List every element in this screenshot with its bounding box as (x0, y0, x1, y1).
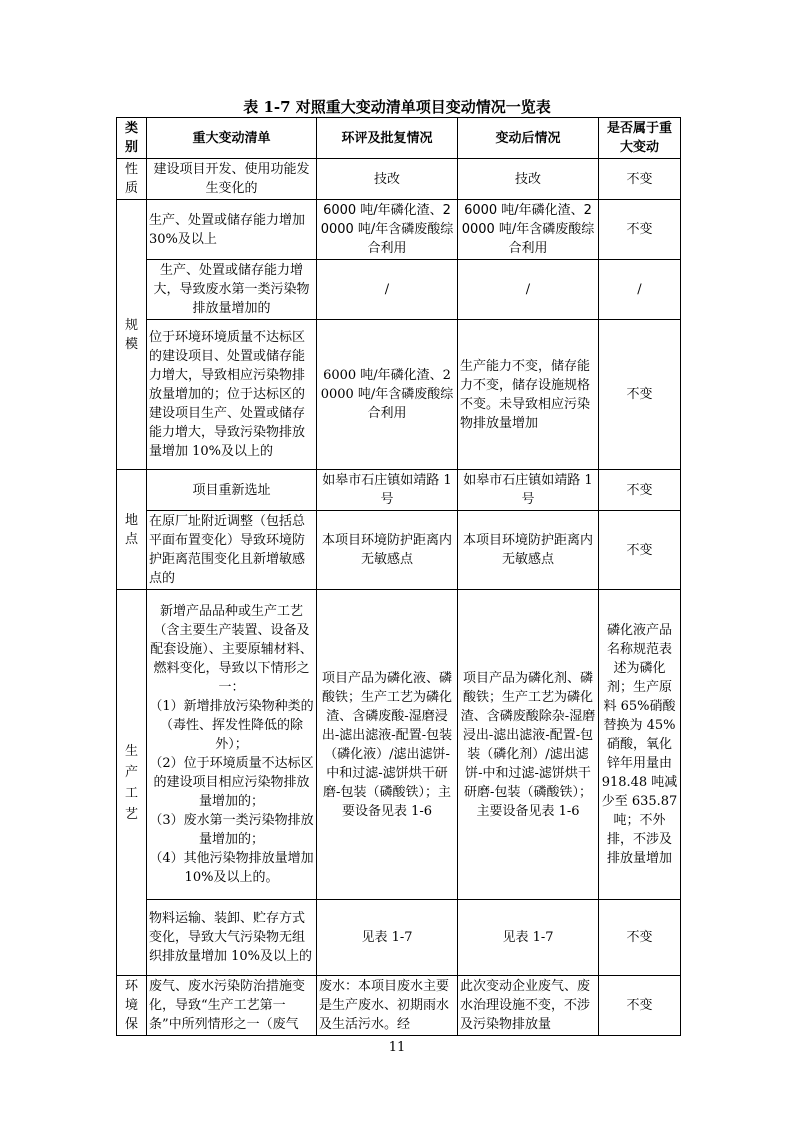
list-cell: 在原厂址附近调整（包括总平面布置变化）导致环境防护距离范围变化且新增敏感点的 (147, 511, 317, 590)
table-title: 表 1-7 对照重大变动清单项目变动情况一览表 (243, 98, 551, 116)
list-cell: 生产、处置或储存能力增加 30%及以上 (147, 200, 317, 260)
table-row (117, 511, 681, 590)
major-cell: / (599, 260, 681, 320)
list-intro: 新增产品品种或生产工艺（含主要生产装置、设备及配套设施）、主要原辅材料、燃料变化，导致以下情形之一： (150, 604, 313, 695)
eia-cell: 见表 1-7 (317, 900, 458, 976)
table-row (117, 590, 681, 900)
category-cell: 环境保 (117, 976, 147, 1036)
major-cell: 不变 (599, 159, 681, 200)
major-cell: 不变 (599, 976, 681, 1036)
change-comparison-table (116, 117, 681, 1036)
table-row (117, 470, 681, 511)
after-cell: 本项目环境防护距离内无敏感点 (458, 511, 599, 590)
major-cell: 磷化液产品名称规范表述为磷化剂；生产原料 65%硝酸替换为 45%硝酸，氧化锌年用量由 918.48 吨减少至 635.87 吨；不外排，不涉及排放量增加 (599, 590, 681, 900)
table-row (117, 976, 681, 1036)
table-row (117, 159, 681, 200)
major-cell: 不变 (599, 900, 681, 976)
page-number: 11 (388, 1040, 406, 1055)
list-cell (147, 590, 317, 900)
header-category: 类别 (117, 118, 147, 159)
list-item: （3）废水第一类污染物排放量增加的； (149, 813, 314, 847)
list-item: （2）位于环境质量不达标区的建设项目相应污染物排放量增加的； (149, 756, 314, 809)
category-cell: 地点 (117, 470, 147, 590)
header-list: 重大变动清单 (147, 118, 317, 159)
after-cell: 如皋市石庄镇如靖路 1 号 (458, 470, 599, 511)
list-cell: 生产、处置或储存能力增大，导致废水第一类污染物排放量增加的 (147, 260, 317, 320)
list-cell: 物料运输、装卸、贮存方式变化，导致大气污染物无组织排放量增加 10%及以上的 (147, 900, 317, 976)
eia-cell: 废水：本项目废水主要是生产废水、初期雨水及生活污水。经 (317, 976, 458, 1036)
list-cell: 建设项目开发、使用功能发生变化的 (147, 159, 317, 200)
list-item: （4）其他污染物排放量增加 10%及以上的。 (149, 851, 314, 885)
category-cell: 生产工艺 (117, 590, 147, 976)
after-cell: 此次变动企业废气、废水治理设施不变，不涉及污染物排放量 (458, 976, 599, 1036)
eia-cell: 6000 吨/年磷化渣、20000 吨/年含磷废酸综合利用 (317, 200, 458, 260)
eia-cell: 如皋市石庄镇如靖路 1 号 (317, 470, 458, 511)
after-cell: 项目产品为磷化剂、磷酸铁；生产工艺为磷化渣、含磷废酸除杂-湿磨浸出-滤出滤液-配置-包装（磷化剂）/滤出滤饼-中和过滤-滤饼烘干研磨-包装（磷酸铁）；主要设备见表 1-6 (458, 590, 599, 900)
header-after: 变动后情况 (458, 118, 599, 159)
list-cell: 位于环境环境质量不达标区的建设项目、处置或储存能力增大，导致相应污染物排放量增加的；位于达标区的建设项目生产、处置或储存能力增大，导致污染物排放量增加 10%及以上的 (147, 320, 317, 470)
table-row (117, 200, 681, 260)
after-cell: 见表 1-7 (458, 900, 599, 976)
category-cell: 性质 (117, 159, 147, 200)
major-cell: 不变 (599, 470, 681, 511)
list-item: （1）新增排放污染物种类的（毒性、挥发性降低的除外）； (149, 699, 314, 752)
after-cell: 生产能力不变，储存能力不变，储存设施规格不变。未导致相应污染物排放量增加 (458, 320, 599, 470)
major-cell: 不变 (599, 320, 681, 470)
header-row (117, 118, 681, 159)
major-cell: 不变 (599, 511, 681, 590)
eia-cell: / (317, 260, 458, 320)
major-cell: 不变 (599, 200, 681, 260)
header-is-major: 是否属于重大变动 (599, 118, 681, 159)
eia-cell: 本项目环境防护距离内无敏感点 (317, 511, 458, 590)
header-eia: 环评及批复情况 (317, 118, 458, 159)
eia-cell: 6000 吨/年磷化渣、20000 吨/年含磷废酸综合利用 (317, 320, 458, 470)
list-cell: 废气、废水污染防治措施变化，导致“生产工艺第一条”中所列情形之一（废气 (147, 976, 317, 1036)
eia-cell: 技改 (317, 159, 458, 200)
after-cell: 6000 吨/年磷化渣、20000 吨/年含磷废酸综合利用 (458, 200, 599, 260)
table-row (117, 900, 681, 976)
table-row (117, 320, 681, 470)
list-cell: 项目重新选址 (147, 470, 317, 511)
after-cell: 技改 (458, 159, 599, 200)
category-cell: 规模 (117, 200, 147, 470)
eia-cell: 项目产品为磷化液、磷酸铁；生产工艺为磷化渣、含磷废酸-湿磨浸出-滤出滤液-配置-包装（磷化液）/滤出滤饼-中和过滤-滤饼烘干研磨-包装（磷酸铁）；主要设备见表 1-6 (317, 590, 458, 900)
table-row (117, 260, 681, 320)
after-cell: / (458, 260, 599, 320)
